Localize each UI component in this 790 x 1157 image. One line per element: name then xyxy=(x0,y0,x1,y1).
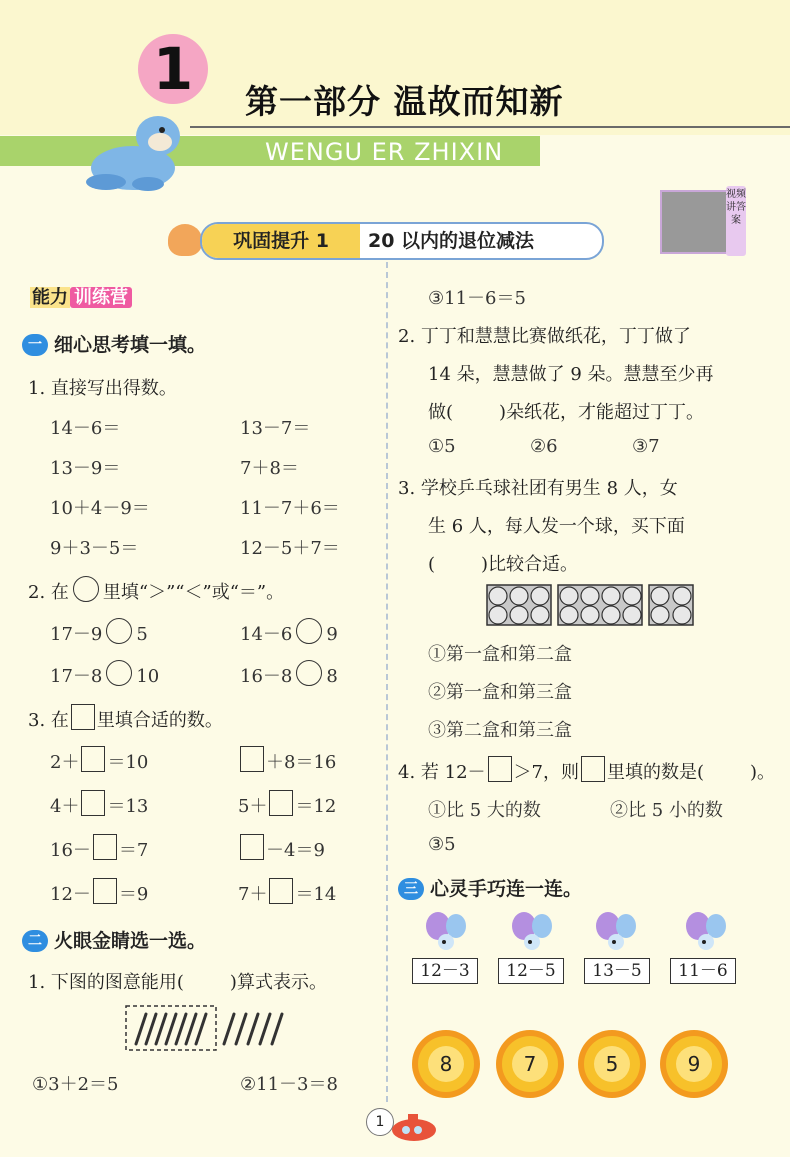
s2-q3-line3: ( )比较合适。 xyxy=(428,554,579,575)
fill-box xyxy=(581,756,605,782)
s1-q2-title: 2. 在 里填“＞”“＜”或“＝”。 xyxy=(28,576,284,604)
flower-number: 5 xyxy=(594,1046,630,1082)
equation-card[interactable]: 12－3 xyxy=(412,958,478,984)
s1-q3-item: 2＋ ＝10 xyxy=(50,746,148,774)
s1-q1-item: 10＋4－9＝ xyxy=(50,498,150,519)
s1-q3-title: 3. 在 里填合适的数。 xyxy=(28,704,223,732)
section2-heading xyxy=(22,926,206,953)
s1-q2-item: 14－6 9 xyxy=(240,618,338,646)
lesson-title: 20 以内的退位减法 xyxy=(368,230,535,252)
s1-q1-item: 7＋8＝ xyxy=(240,458,299,479)
s2-q2-opt[interactable]: ①5 xyxy=(428,436,456,457)
s1-q1-item: 9＋3－5＝ xyxy=(50,538,139,559)
s2-q2-opt[interactable]: ③7 xyxy=(632,436,660,457)
column-divider xyxy=(386,262,388,1102)
s1-q1-item: 12－5＋7＝ xyxy=(240,538,340,559)
compare-circle xyxy=(73,576,99,602)
badge-part1: 能力 xyxy=(32,287,68,308)
s2-q4-opt2[interactable]: ②比 5 小的数 xyxy=(610,800,723,821)
s1-q1-item: 14－6＝ xyxy=(50,418,121,439)
shell-icon xyxy=(168,224,202,256)
section2-title: 火眼金睛选一选。 xyxy=(54,930,207,952)
s1-q2-item: 17－9 5 xyxy=(50,618,148,646)
answer-box[interactable] xyxy=(81,746,105,772)
equation-card[interactable]: 13－5 xyxy=(584,958,650,984)
s2-q3-line1: 3. 学校乒乓球社团有男生 8 人，女 xyxy=(398,478,678,499)
s1-q1-item: 13－9＝ xyxy=(50,458,121,479)
seal-mascot-icon xyxy=(78,98,198,198)
s2-q1-opt2[interactable]: ②11－3＝8 xyxy=(240,1074,338,1095)
s2-q1-title: 1. 下图的图意能用( )算式表示。 xyxy=(28,972,327,993)
s1-q3-item: 12－ ＝9 xyxy=(50,878,148,906)
butterfly-icon xyxy=(594,910,638,954)
flower-card[interactable] xyxy=(418,1036,474,1092)
s1-q3-item: －4＝9 xyxy=(238,834,325,862)
flower-card[interactable] xyxy=(502,1036,558,1092)
s2-q1-opt3[interactable]: ③11－6＝5 xyxy=(428,288,526,309)
submarine-icon xyxy=(388,1104,440,1144)
butterfly-icon xyxy=(510,910,554,954)
qr-code-icon[interactable] xyxy=(660,190,730,254)
s2-q1-opt1[interactable]: ①3＋2＝5 xyxy=(32,1074,119,1095)
s1-q3-item: 5＋ ＝12 xyxy=(238,790,336,818)
s2-q4-opt1[interactable]: ①比 5 大的数 xyxy=(428,800,541,821)
answer-circle[interactable] xyxy=(296,618,322,644)
ball-boxes-figure xyxy=(486,584,696,626)
s2-q2-line3: 做( )朵纸花，才能超过丁丁。 xyxy=(428,402,705,423)
answer-box[interactable] xyxy=(81,790,105,816)
fill-box xyxy=(71,704,95,730)
part-pinyin: WENGU ER ZHIXIN xyxy=(265,138,504,166)
s1-q3-item: ＋8＝16 xyxy=(238,746,336,774)
s1-q3-item: 16－ ＝7 xyxy=(50,834,148,862)
section3-title: 心灵手巧连一连。 xyxy=(430,878,583,900)
flower-number: 9 xyxy=(676,1046,712,1082)
s2-q3-opt[interactable]: ①第一盒和第二盒 xyxy=(428,644,572,665)
section1-heading xyxy=(22,330,206,357)
lesson-label: 巩固提升 1 xyxy=(202,224,360,258)
unit-number: 1 xyxy=(138,34,208,104)
badge-part2: 训练营 xyxy=(70,287,132,308)
header-rule xyxy=(190,126,790,128)
qr-label: 视频讲答案 xyxy=(726,186,746,256)
s2-q3-opt[interactable]: ②第一盒和第三盒 xyxy=(428,682,572,703)
flower-card[interactable] xyxy=(584,1036,640,1092)
answer-box[interactable] xyxy=(240,746,264,772)
equation-card[interactable]: 12－5 xyxy=(498,958,564,984)
s1-q1-item: 13－7＝ xyxy=(240,418,311,439)
flower-card[interactable] xyxy=(666,1036,722,1092)
s1-q1-title: 1. 直接写出得数。 xyxy=(28,378,177,399)
section3-heading xyxy=(398,874,582,901)
flower-number: 7 xyxy=(512,1046,548,1082)
s2-q3-opt[interactable]: ③第二盒和第三盒 xyxy=(428,720,572,741)
equation-card[interactable]: 11－6 xyxy=(670,958,736,984)
page-number: 1 xyxy=(366,1108,394,1136)
s1-q3-item: 7＋ ＝14 xyxy=(238,878,336,906)
part-title: 第一部分 温故而知新 xyxy=(245,82,564,121)
sticks-figure xyxy=(124,1004,296,1054)
ability-badge xyxy=(30,284,132,312)
section2-marker: 二 xyxy=(22,930,48,952)
s2-q3-line2: 生 6 人，每人发一个球，买下面 xyxy=(428,516,685,537)
s1-q2-item: 16－8 8 xyxy=(240,660,338,688)
s2-q2-line2: 14 朵，慧慧做了 9 朵。慧慧至少再 xyxy=(428,364,714,385)
s2-q4-line: 4. 若 12－ ＞7，则 里填的数是( )。 xyxy=(398,756,775,784)
answer-box[interactable] xyxy=(269,790,293,816)
butterfly-icon xyxy=(424,910,468,954)
s2-q2-line1: 2. 丁丁和慧慧比赛做纸花，丁丁做了 xyxy=(398,326,691,347)
section1-title: 细心思考填一填。 xyxy=(54,334,207,356)
s1-q1-item: 11－7＋6＝ xyxy=(240,498,340,519)
answer-box[interactable] xyxy=(488,756,512,782)
flower-number: 8 xyxy=(428,1046,464,1082)
answer-circle[interactable] xyxy=(296,660,322,686)
answer-box[interactable] xyxy=(93,878,117,904)
answer-box[interactable] xyxy=(240,834,264,860)
s1-q2-item: 17－8 10 xyxy=(50,660,159,688)
section3-marker: 三 xyxy=(398,878,424,900)
answer-box[interactable] xyxy=(93,834,117,860)
answer-circle[interactable] xyxy=(106,618,132,644)
butterfly-icon xyxy=(684,910,728,954)
section1-marker: 一 xyxy=(22,334,48,356)
s2-q2-opt[interactable]: ②6 xyxy=(530,436,558,457)
s2-q4-opt3[interactable]: ③5 xyxy=(428,834,456,855)
lesson-banner xyxy=(200,222,604,260)
s1-q3-item: 4＋ ＝13 xyxy=(50,790,148,818)
answer-circle[interactable] xyxy=(106,660,132,686)
answer-box[interactable] xyxy=(269,878,293,904)
